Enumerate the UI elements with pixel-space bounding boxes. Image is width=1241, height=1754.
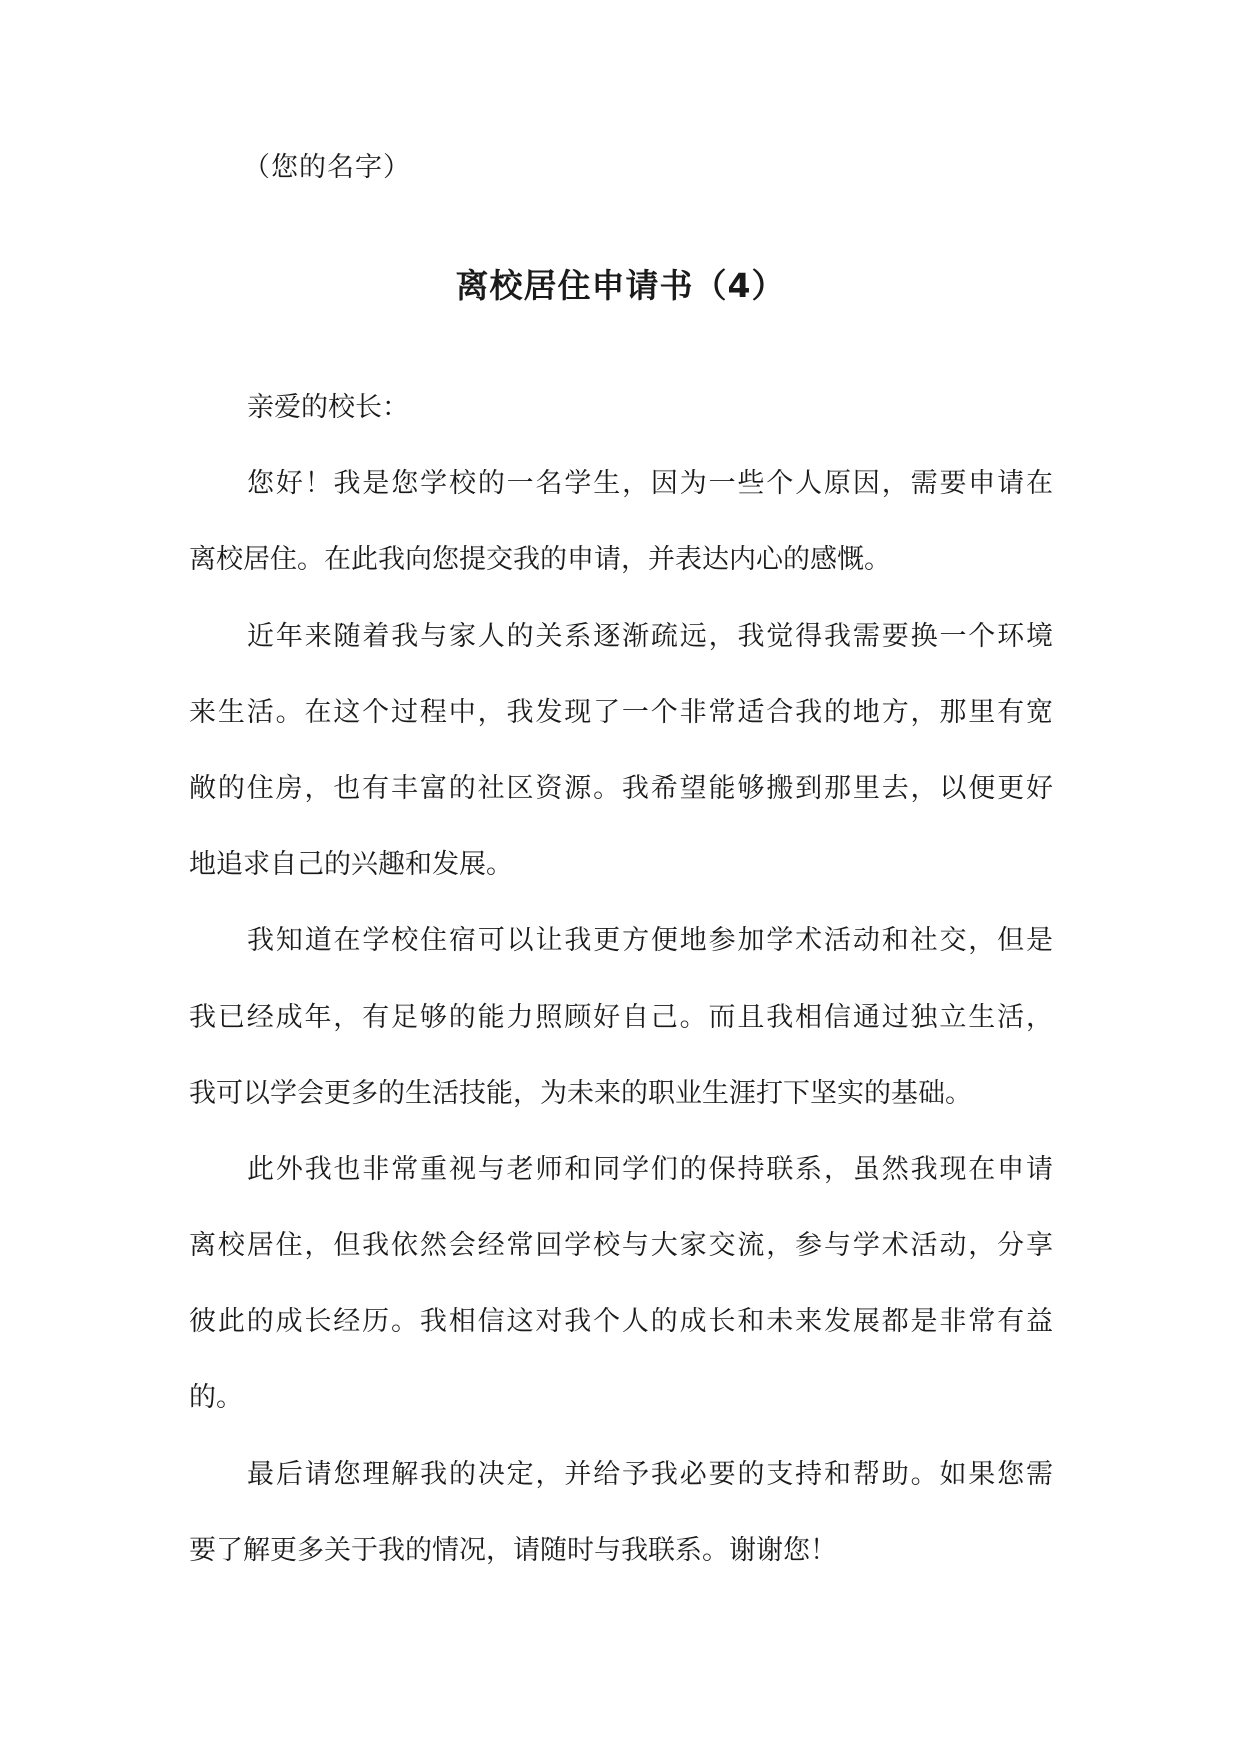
paragraph-line: 最后请您理解我的决定，并给予我必要的支持和帮助。如果您需	[247, 1458, 1053, 1490]
letter-body	[189, 388, 1053, 1607]
signature-line: （您的名字）	[243, 152, 411, 183]
paragraph-line: 敞的住房，也有丰富的社区资源。我希望能够搬到那里去，以便更好	[189, 772, 1053, 804]
greeting: 亲爱的校长：	[247, 392, 409, 423]
paragraph-line: 我知道在学校住宿可以让我更方便地参加学术活动和社交，但是	[247, 925, 1053, 957]
paragraph-line: 离校居住。在此我向您提交我的申请，并表达内心的感慨。	[189, 544, 891, 576]
paragraph-5	[189, 1455, 1053, 1607]
paragraph-line: 我可以学会更多的生活技能，为未来的职业生涯打下坚实的基础。	[189, 1077, 972, 1109]
paragraph-line: 的。	[189, 1382, 243, 1414]
paragraph-3	[189, 921, 1053, 1150]
document-title: 离校居住申请书（4）	[455, 266, 786, 305]
paragraph-line: 您好！我是您学校的一名学生，因为一些个人原因，需要申请在	[247, 468, 1053, 500]
paragraph-line: 来生活。在这个过程中，我发现了一个非常适合我的地方，那里有宽	[189, 696, 1053, 728]
paragraph-line: 彼此的成长经历。我相信这对我个人的成长和未来发展都是非常有益	[189, 1306, 1053, 1338]
paragraph-line: 要了解更多关于我的情况，请随时与我联系。谢谢您！	[189, 1534, 837, 1566]
paragraph-line: 此外我也非常重视与老师和同学们的保持联系，虽然我现在申请	[247, 1153, 1053, 1185]
paragraph-line: 近年来随着我与家人的关系逐渐疏远，我觉得我需要换一个环境	[247, 620, 1053, 652]
paragraph-4	[189, 1150, 1053, 1455]
paragraph-1	[189, 464, 1053, 616]
paragraph-line: 离校居住，但我依然会经常回学校与大家交流，参与学术活动，分享	[189, 1230, 1053, 1262]
paragraph-2	[189, 617, 1053, 922]
paragraph-line: 地追求自己的兴趣和发展。	[189, 849, 513, 881]
paragraph-line: 我已经成年，有足够的能力照顾好自己。而且我相信通过独立生活，	[189, 1001, 1053, 1033]
